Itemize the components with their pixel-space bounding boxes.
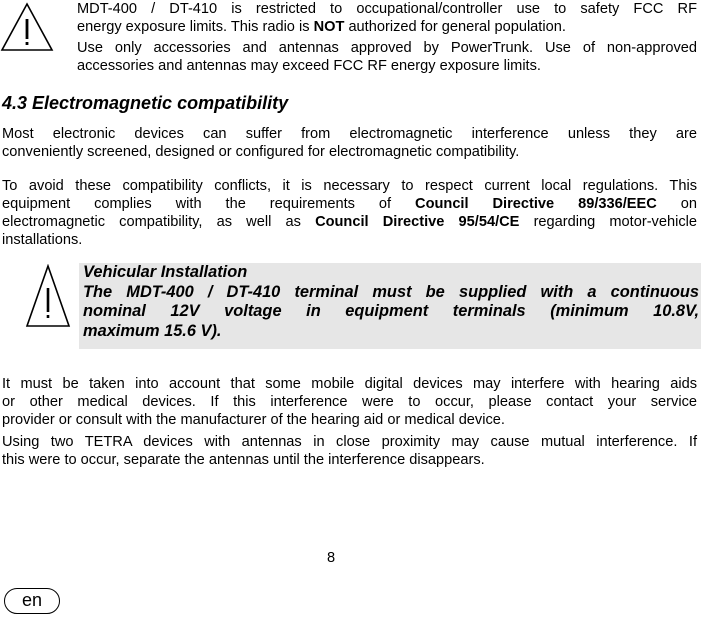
section-paragraph-2 bbox=[2, 177, 697, 249]
paragraph-line: or other medical devices. If this interference were to occur, please contact your service bbox=[2, 394, 697, 410]
language-badge: en bbox=[4, 588, 60, 614]
note-line-2: nominal 12V voltage in equipment terminals (minimum 10.8V, bbox=[83, 302, 699, 320]
warning-triangle-icon bbox=[25, 264, 71, 328]
note-title: Vehicular Installation bbox=[83, 263, 248, 281]
paragraph-line: It must be taken into account that some mobile digital devices may interfere with hearing aids bbox=[2, 376, 697, 392]
paragraph-line: Using two TETRA devices with antennas in close proximity may cause mutual interference. If bbox=[2, 434, 697, 450]
body-paragraph-2 bbox=[2, 433, 697, 469]
note-line-1: The MDT-400 / DT-410 terminal must be supplied with a continuous bbox=[83, 282, 699, 301]
paragraph-line: provider or consult with the manufacturer of the hearing aid or medical device. bbox=[2, 412, 505, 428]
paragraph-line: To avoid these compatibility conflicts, it is necessary to respect current local regulations. This bbox=[2, 178, 697, 194]
note-line-3: maximum 15.6 V). bbox=[83, 321, 222, 340]
warning-triangle-icon bbox=[0, 2, 54, 52]
paragraph-line: electromagnetic compatibility, as well as Council Directive 95/54/CE regarding motor-vehicle bbox=[2, 214, 697, 230]
warning-line-2: energy exposure limits. This radio is NOT authorized for general population. bbox=[77, 19, 566, 35]
paragraph-line: Most electronic devices can suffer from electromagnetic interference unless they are bbox=[2, 126, 697, 142]
vehicular-installation-note bbox=[79, 263, 701, 349]
paragraph-line: this were to occur, separate the antennas until the interference disappears. bbox=[2, 452, 485, 468]
body-paragraph-1 bbox=[2, 375, 697, 429]
warning-text bbox=[77, 0, 697, 75]
paragraph-line: conveniently screened, designed or configured for electromagnetic compatibility. bbox=[2, 144, 520, 160]
paragraph-line: equipment complies with the requirements of Council Directive 89/336/EEC on bbox=[2, 196, 697, 212]
section-title: 4.3 Electromagnetic compatibility bbox=[2, 93, 289, 113]
warning-line-4: accessories and antennas may exceed FCC RF energy exposure limits. bbox=[77, 58, 541, 74]
warning-line-3: Use only accessories and antennas approved by PowerTrunk. Use of non-approved bbox=[77, 40, 697, 56]
paragraph-line: installations. bbox=[2, 232, 83, 248]
warning-line-1: MDT-400 / DT-410 is restricted to occupational/controller use to safety FCC RF bbox=[77, 1, 697, 17]
section-paragraph-1 bbox=[2, 125, 697, 161]
page-number: 8 bbox=[327, 550, 336, 566]
